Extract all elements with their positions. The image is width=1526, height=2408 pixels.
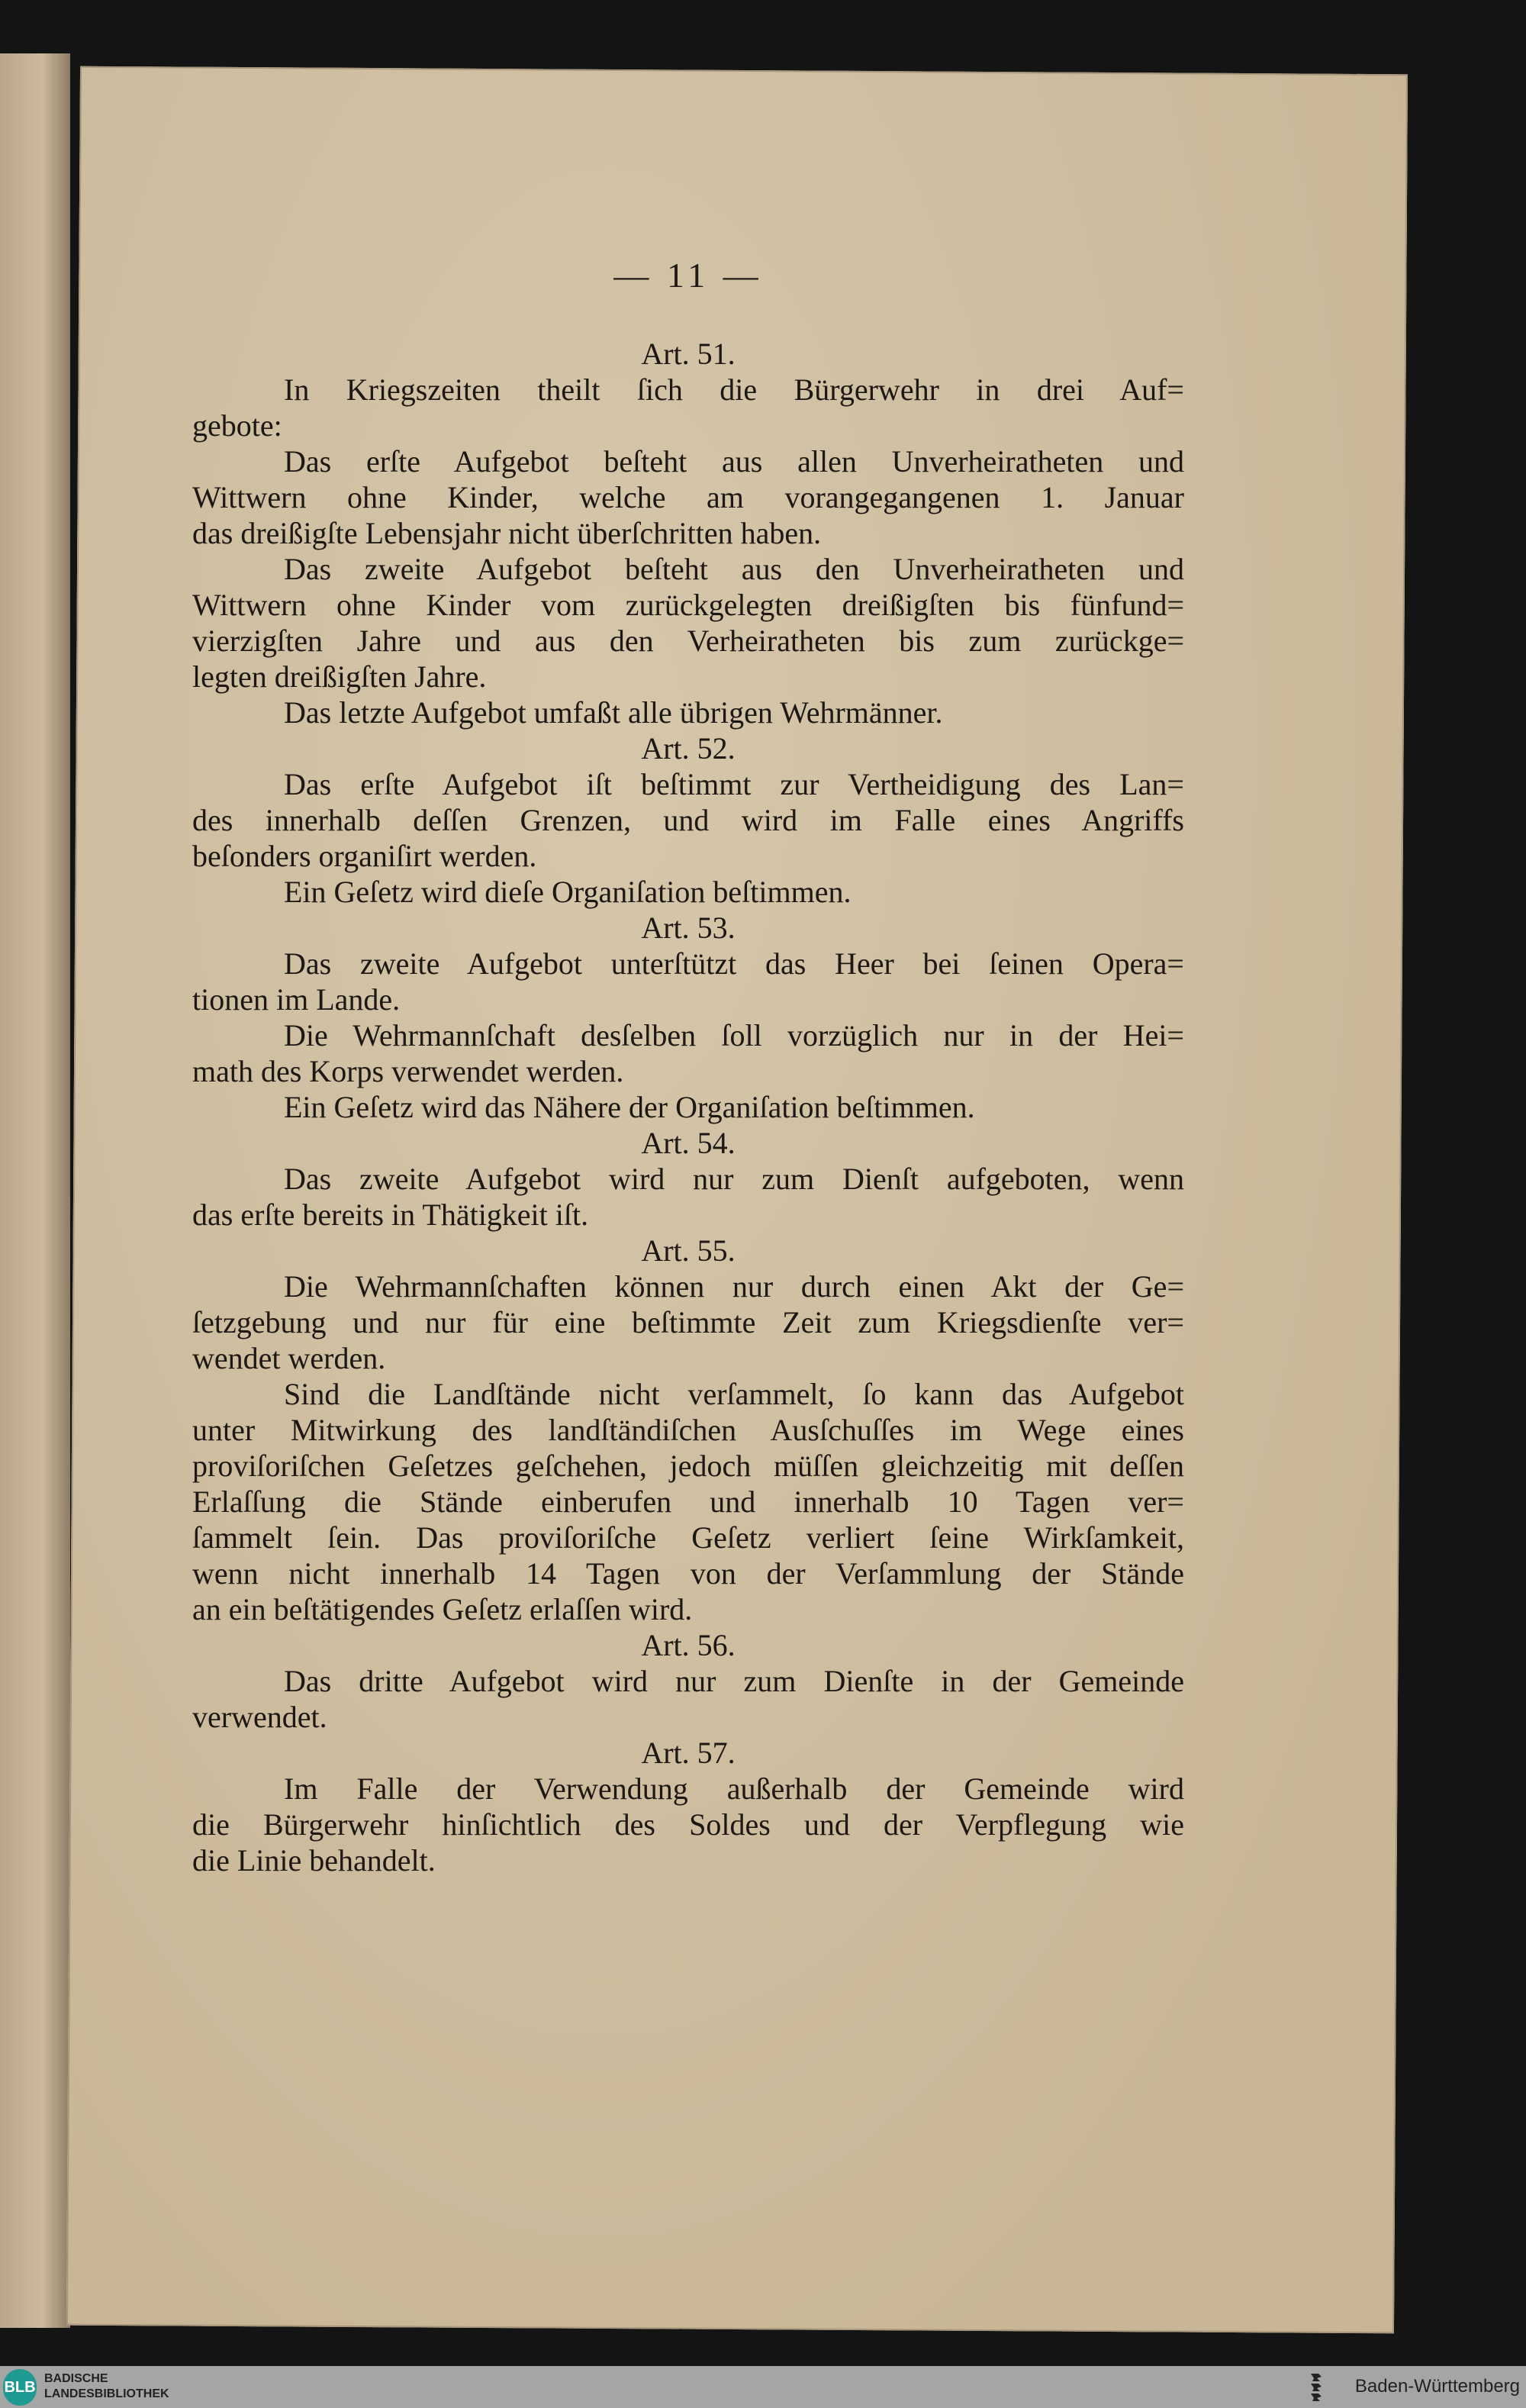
text-line: Die Wehrmannſchaft desſelben ſoll vorzüglich nur in der Hei= [284,1018,1184,1052]
text-line: das erſte bereits in Thätigkeit iſt. [192,1198,589,1232]
page-number: — 11 — [613,256,763,295]
text-line: Erlaſſung die Stände einberufen und innerhalb 10 Tagen ver= [192,1484,1184,1519]
text-line: tionen im Lande. [192,982,401,1017]
text-line: Das zweite Aufgebot unterſtützt das Heer bei ſeinen Opera= [284,946,1184,981]
text-line: Das erſte Aufgebot iſt beſtimmt zur Vertheidigung des Lan= [284,767,1184,801]
text-line: die Linie behandelt. [192,1843,436,1878]
article-heading: Art. 54. [641,1126,736,1160]
baden-wuerttemberg-logo[interactable]: Baden-Württemberg [1354,2376,1520,2397]
article-heading: Art. 53. [641,911,736,945]
blb-name-line1: BADISCHE [44,2372,108,2385]
text-line: das dreißigſte Lebensjahr nicht überſchritten haben. [192,516,822,550]
text-line: Wittwern ohne Kinder vom zurückgelegten dreißigſten bis fünfund= [192,588,1184,622]
text-line: legten dreißigſten Jahre. [192,659,487,694]
text-line: beſonders organiſirt werden. [192,839,537,873]
text-line: Das zweite Aufgebot beſteht aus den Unverheiratheten und [284,552,1184,586]
text-line: math des Korps verwendet werden. [192,1054,624,1088]
article-heading: Art. 52. [641,731,736,766]
document-body [192,336,1184,1878]
article-heading: Art. 56. [641,1628,736,1662]
adjacent-page-edge [0,53,70,2328]
text-line: ſammelt ſein. Das proviſoriſche Geſetz verliert ſeine Wirkſamkeit, [192,1520,1184,1555]
text-line: an ein beſtätigendes Geſetz erlaſſen wird. [192,1592,693,1626]
text-line: wendet werden. [192,1341,386,1375]
text-line: des innerhalb deſſen Grenzen, und wird im Falle eines Angriffs [192,803,1184,837]
article-heading: Art. 51. [641,337,736,371]
footer-bar [0,2366,1526,2408]
blb-name [44,2371,169,2402]
text-line: Ein Geſetz wird dieſe Organiſation beſtimmen. [284,875,852,909]
text-line: proviſoriſchen Geſetzes geſchehen, jedoch müſſen gleichzeitig mit deſſen [192,1449,1184,1483]
text-line: Die Wehrmannſchaften können nur durch einen Akt der Ge= [284,1269,1184,1304]
text-line: Das dritte Aufgebot wird nur zum Dienſte in der Gemeinde [284,1664,1184,1698]
text-line: vierzigſten Jahre und aus den Verheiratheten bis zum zurückge= [192,624,1184,658]
text-line: die Bürgerwehr hinſichtlich des Soldes und der Verpflegung wie [192,1807,1184,1842]
blb-logo[interactable]: BLB [3,2369,37,2406]
text-line: ſetzgebung und nur für eine beſtimmte Zeit zum Kriegsdienſte ver= [192,1305,1184,1339]
article-heading: Art. 55. [641,1233,736,1268]
text-line: Das erſte Aufgebot beſteht aus allen Unverheiratheten und [284,444,1184,479]
text-line: Wittwern ohne Kinder, welche am vorangegangenen 1. Januar [192,480,1184,514]
text-line: Sind die Landſtände nicht verſammelt, ſo kann das Aufgebot [284,1377,1184,1411]
text-line: wenn nicht innerhalb 14 Tagen von der Verſammlung der Stände [192,1556,1184,1591]
text-line: unter Mitwirkung des landſtändiſchen Ausſchuſſes im Wege eines [192,1413,1184,1447]
text-line: In Kriegszeiten theilt ſich die Bürgerwehr in drei Auf= [284,372,1184,407]
text-line: verwendet. [192,1700,327,1734]
text-line: Im Falle der Verwendung außerhalb der Gemeinde wird [284,1771,1184,1806]
text-line: Das letzte Aufgebot umfaßt alle übrigen Wehrmänner. [284,695,943,730]
blb-name-line2: LANDESBIBLIOTHEK [44,2387,169,2400]
baden-wuerttemberg-lions-icon [1308,2372,1326,2403]
text-line: Ein Geſetz wird das Nähere der Organiſation beſtimmen. [284,1090,975,1124]
text-line: Das zweite Aufgebot wird nur zum Dienſt aufgeboten, wenn [284,1162,1184,1196]
text-line: gebote: [192,408,282,443]
article-heading: Art. 57. [641,1736,736,1770]
